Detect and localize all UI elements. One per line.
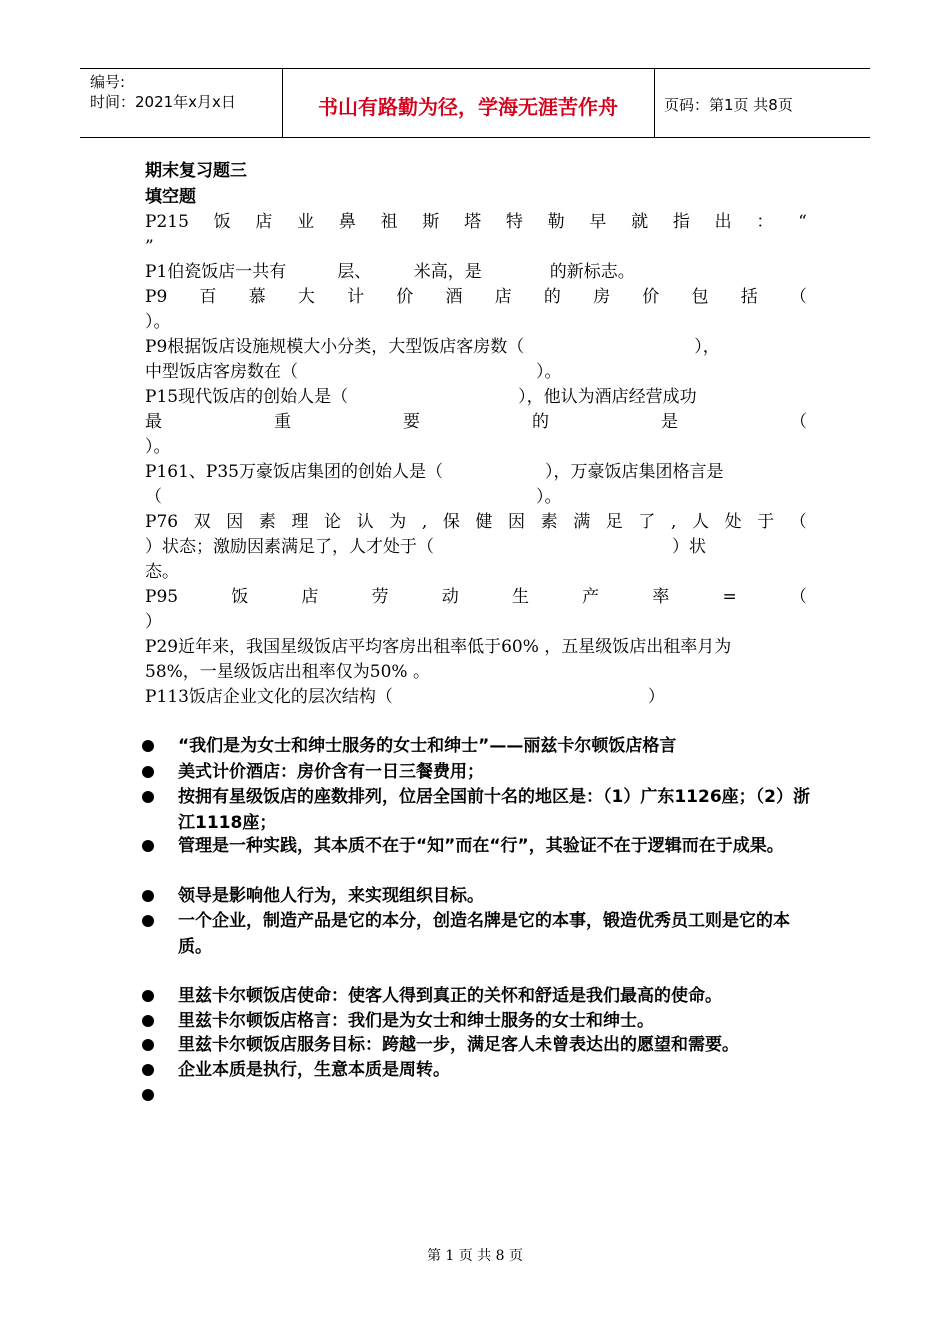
- text-char: （: [789, 287, 807, 307]
- text-char: 出: [714, 212, 732, 232]
- text-char: P95: [145, 587, 179, 607]
- text-char: 斯: [422, 212, 440, 232]
- text-char: 特: [505, 212, 523, 232]
- text-char: 计: [347, 287, 365, 307]
- text-char: 房: [593, 287, 611, 307]
- text-char: 论: [324, 512, 342, 532]
- text-char: 了: [638, 512, 656, 532]
- question-8: [145, 584, 807, 610]
- text-char: 店: [301, 587, 319, 607]
- text-char: 因: [508, 512, 526, 532]
- text-char: 塔: [464, 212, 482, 232]
- text-char: （: [790, 412, 807, 432]
- text-char: 祖: [380, 212, 398, 232]
- text-char: 理: [291, 512, 309, 532]
- text-char: 店: [255, 212, 273, 232]
- text-char: 满: [573, 512, 591, 532]
- text-char: 指: [672, 212, 690, 232]
- question-7-end: 态。: [145, 562, 179, 582]
- question-5-cont: [145, 409, 807, 435]
- question-3: [145, 284, 807, 310]
- text-char: 健: [475, 512, 493, 532]
- text-char: 足: [605, 512, 623, 532]
- text-char: 人: [691, 512, 709, 532]
- question-6-cont: （ ）。: [145, 487, 562, 507]
- text-char: 素: [540, 512, 558, 532]
- text-char: 劳: [371, 587, 389, 607]
- text-char: 产: [582, 587, 600, 607]
- text-char: 双: [193, 512, 211, 532]
- text-char: =: [722, 587, 737, 607]
- text-char: 价: [396, 287, 414, 307]
- text-char: 处: [724, 512, 742, 532]
- text-char: 早: [589, 212, 607, 232]
- text-char: 的: [532, 412, 549, 432]
- bullet-icon: [142, 766, 154, 778]
- text-char: （: [789, 512, 807, 532]
- serial-label: 编号:: [90, 73, 126, 91]
- text-char: 酒: [445, 287, 463, 307]
- text-char: 素: [258, 512, 276, 532]
- text-char: 业: [297, 212, 315, 232]
- bullet-icon: [142, 990, 154, 1002]
- text-char: 为: [389, 512, 407, 532]
- text-char: 认: [356, 512, 374, 532]
- question-9-cont: 58%，一星级饭店出租率仅为50% 。: [145, 662, 430, 682]
- question-5-end: ）。: [145, 437, 171, 457]
- bullet-icon: [142, 740, 154, 752]
- text-char: ,: [670, 512, 677, 532]
- text-char: 勒: [547, 212, 565, 232]
- text-char: ：: [756, 212, 774, 232]
- question-9: P29近年来，我国星级饭店平均客房出租率低于60% ，五星级饭店出租率月为: [145, 637, 732, 657]
- section-heading: 填空题: [145, 187, 196, 207]
- text-char: P76: [145, 512, 179, 532]
- text-char: P215: [145, 212, 189, 232]
- question-7-cont: ）状态；激励因素满足了，人才处于（ ）状: [145, 537, 706, 557]
- text-char: 就: [631, 212, 649, 232]
- text-char: （: [789, 587, 807, 607]
- motto: 书山有路勤为径，学海无涯苦作舟: [318, 95, 618, 119]
- question-4: P9根据饭店设施规模大小分类，大型饭店客房数（ ），: [145, 337, 720, 357]
- text-char: 是: [661, 412, 678, 432]
- question-1: [145, 209, 807, 235]
- page-info: 页码：第1页 共8页: [664, 96, 793, 114]
- question-3-end: ）。: [145, 312, 171, 332]
- text-char: P9: [145, 287, 168, 307]
- text-char: 店: [494, 287, 512, 307]
- text-char: 饭: [213, 212, 231, 232]
- question-5: P15现代饭店的创始人是（ ），他认为酒店经营成功: [145, 387, 697, 407]
- bullet-icon: [142, 1015, 154, 1027]
- page-footer: 第 1 页 共 8 页: [426, 1248, 524, 1264]
- question-7: [145, 509, 807, 535]
- text-char: 大: [297, 287, 315, 307]
- text-char: 百: [199, 287, 217, 307]
- text-char: 饭: [231, 587, 249, 607]
- question-8-end: ）: [145, 612, 162, 632]
- text-char: 的: [543, 287, 561, 307]
- bullet-icon: [142, 1039, 154, 1051]
- question-10: P113饭店企业文化的层次结构（ ）: [145, 687, 665, 707]
- header-page-cell: [654, 69, 870, 137]
- bullet-icon: [142, 791, 154, 803]
- question-1-end: ”: [145, 237, 154, 257]
- header-left-cell: [80, 69, 283, 137]
- question-4-cont: 中型饭店客房数在（ ）。: [145, 362, 562, 382]
- bullet-icon: [142, 840, 154, 852]
- date-label: 时间：2021年x月x日: [90, 93, 236, 111]
- text-char: 因: [226, 512, 244, 532]
- text-char: 括: [740, 287, 758, 307]
- text-char: 重: [274, 412, 291, 432]
- text-char: 率: [652, 587, 670, 607]
- text-char: 鼻: [338, 212, 356, 232]
- header-motto-cell: [282, 69, 655, 137]
- question-2: P1伯瓷饭店一共有 层、 米高，是 的新标志。: [145, 262, 635, 282]
- bullet-icon: [142, 915, 154, 927]
- doc-title: 期末复习题三: [145, 161, 247, 181]
- bullet-icon: [142, 1064, 154, 1076]
- text-char: 价: [642, 287, 660, 307]
- text-char: 保: [442, 512, 460, 532]
- text-char: “: [798, 212, 807, 232]
- text-char: ,: [421, 512, 428, 532]
- bullet-icon: [142, 890, 154, 902]
- text-char: 包: [691, 287, 709, 307]
- text-char: 慕: [248, 287, 266, 307]
- page-header: [80, 68, 870, 138]
- text-char: 最: [145, 412, 162, 432]
- text-char: 要: [403, 412, 420, 432]
- text-char: 于: [757, 512, 775, 532]
- bullet-icon: [142, 1089, 154, 1101]
- text-char: 动: [441, 587, 459, 607]
- text-char: 生: [511, 587, 529, 607]
- question-6: P161、P35万豪饭店集团的创始人是（ ），万豪饭店集团格言是: [145, 462, 724, 482]
